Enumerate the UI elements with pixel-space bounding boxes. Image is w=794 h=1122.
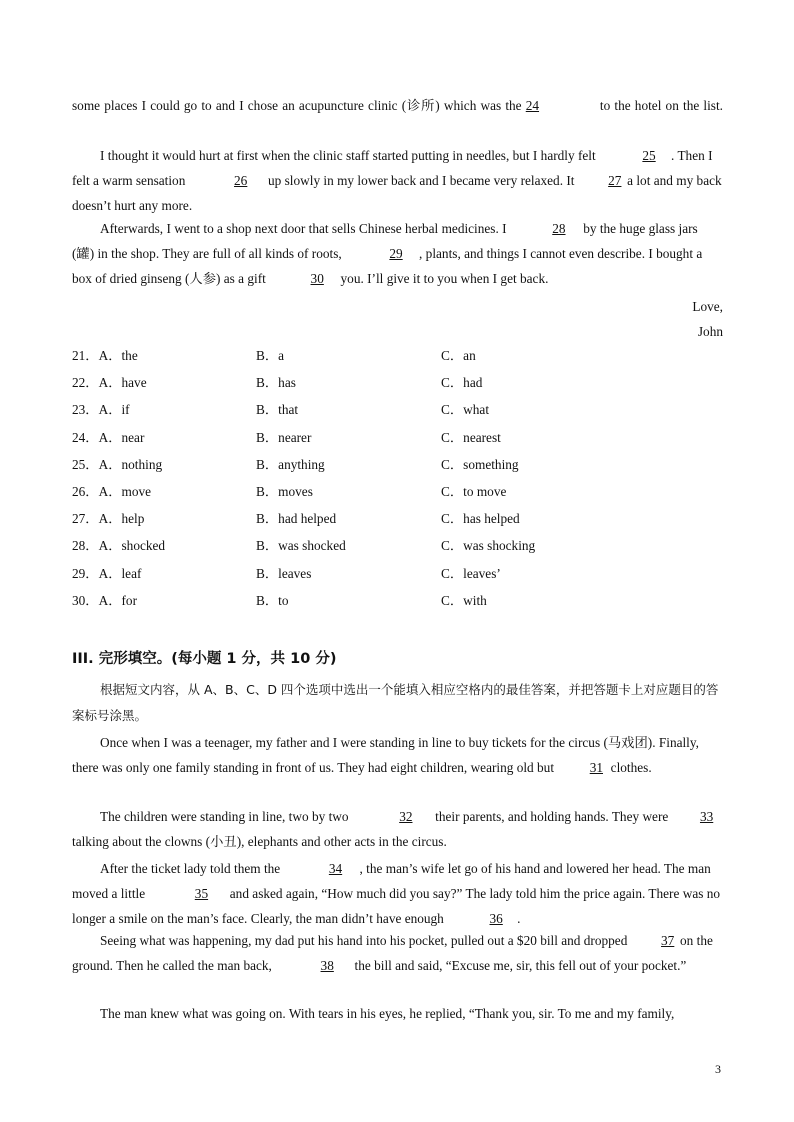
text-run: , the man’s wife let go of his hand and lowered her head. The man moved a little bbox=[72, 861, 711, 901]
option-row bbox=[72, 509, 723, 529]
text-run: . bbox=[517, 911, 521, 926]
blank-38[interactable]: 38 bbox=[320, 958, 334, 973]
option-b[interactable]: B．has bbox=[256, 375, 296, 391]
option-row bbox=[72, 428, 723, 448]
letter-paragraph-3 bbox=[72, 216, 723, 291]
blank-31[interactable]: 31 bbox=[589, 760, 603, 775]
option-row bbox=[72, 482, 723, 502]
letter-paragraph-1 bbox=[72, 93, 723, 118]
blank-25[interactable]: 25 bbox=[642, 148, 656, 163]
blank-32[interactable]: 32 bbox=[399, 809, 413, 824]
option-b[interactable]: B．that bbox=[256, 402, 299, 418]
text-run: Once when I was a teenager, my father and I were standing in line to buy tickets for the circus (马戏团). Finally, there was only one family standing in front of us. They had eight children, wearing old but bbox=[72, 735, 699, 775]
option-b[interactable]: B．to bbox=[256, 592, 289, 608]
option-c[interactable]: C．nearest bbox=[441, 429, 501, 445]
option-a[interactable]: 22．A．have bbox=[72, 375, 147, 391]
option-row bbox=[72, 591, 723, 611]
text-run: After the ticket lady told them the bbox=[100, 861, 284, 876]
page-number: 3 bbox=[715, 1062, 721, 1076]
blank-36[interactable]: 36 bbox=[489, 911, 503, 926]
option-b[interactable]: B．had helped bbox=[256, 511, 337, 527]
passage-paragraph-5: The man knew what was going on. With tears in his eyes, he replied, “Thank you, sir. To me and my family, bbox=[100, 1006, 675, 1021]
section-title: III. 完形填空。(每小题 1 分，共 10 分) bbox=[72, 651, 337, 667]
text-run: Afterwards, I went to a shop next door that sells Chinese herbal medicines. I bbox=[100, 221, 510, 236]
blank-24[interactable]: 24 bbox=[525, 98, 540, 113]
option-b[interactable]: B．was shocked bbox=[256, 538, 346, 554]
option-a[interactable]: 28．A．shocked bbox=[72, 538, 166, 554]
text-run: you. I’ll give it to you when I get back. bbox=[337, 271, 549, 286]
option-c[interactable]: C．an bbox=[441, 348, 476, 363]
blank-30[interactable]: 30 bbox=[310, 271, 324, 286]
option-row bbox=[72, 564, 723, 584]
option-a[interactable]: 21．A．the bbox=[72, 348, 138, 363]
option-row bbox=[72, 455, 723, 475]
passage-paragraph-4 bbox=[72, 928, 723, 978]
text-run: and asked again, “How much did you say?” The lady told him the price again. There was no longer a smile on the man’s face. Clearly, the man didn’t have enough bbox=[72, 886, 721, 926]
text-run: to the hotel on the list. bbox=[595, 98, 723, 113]
option-a[interactable]: 24．A．near bbox=[72, 429, 145, 445]
blank-33[interactable]: 33 bbox=[699, 809, 714, 824]
option-row bbox=[72, 536, 723, 556]
option-a[interactable]: 27．A．help bbox=[72, 511, 145, 527]
option-row bbox=[72, 400, 723, 420]
text-run: some places I could go to and I chose an acupuncture clinic (诊所) which was the bbox=[72, 98, 526, 113]
text-run: The children were standing in line, two by two bbox=[100, 809, 352, 824]
option-row bbox=[72, 346, 723, 366]
blank-28[interactable]: 28 bbox=[552, 221, 566, 236]
text-run: their parents, and holding hands. They were bbox=[431, 809, 672, 824]
blank-37[interactable]: 37 bbox=[661, 933, 675, 948]
text-run: clothes. bbox=[607, 760, 652, 775]
option-c[interactable]: C．with bbox=[441, 592, 487, 608]
option-a[interactable]: 23．A．if bbox=[72, 402, 130, 418]
option-c[interactable]: C．had bbox=[441, 375, 483, 391]
option-c[interactable]: C．what bbox=[441, 402, 490, 418]
option-c[interactable]: C．has helped bbox=[441, 511, 520, 527]
blank-35[interactable]: 35 bbox=[194, 886, 209, 901]
option-a[interactable]: 30．A．for bbox=[72, 592, 137, 608]
text-run: Seeing what was happening, my dad put his hand into his pocket, pulled out a $20 bill and dropped bbox=[100, 933, 631, 948]
text-run: . Then I felt a warm sensation bbox=[72, 148, 713, 188]
option-b[interactable]: B．a bbox=[256, 348, 285, 363]
text-run: , plants, and things I cannot even describe. I bought a box of dried ginseng (人参) as a gift bbox=[72, 246, 703, 286]
letter-paragraph-2 bbox=[72, 143, 723, 218]
letter-closing: Love, bbox=[692, 299, 723, 314]
text-run: I thought it would hurt at first when the clinic staff started putting in needles, but I hardly felt bbox=[100, 148, 600, 163]
text-run: a lot and my back doesn’t hurt any more. bbox=[72, 173, 722, 213]
section-instruction: 根据短文内容，从 A、B、C、D 四个选项中选出一个能填入相应空格内的最佳答案，并把答题卡上对应题目的答案标号涂黑。 bbox=[72, 682, 719, 723]
option-b[interactable]: B．moves bbox=[256, 484, 313, 499]
blank-27[interactable]: 27 bbox=[608, 173, 622, 188]
option-c[interactable]: C．to move bbox=[441, 484, 507, 499]
passage-paragraph-3 bbox=[72, 856, 723, 931]
blank-29[interactable]: 29 bbox=[389, 246, 403, 261]
option-b[interactable]: B．leaves bbox=[256, 565, 312, 581]
blank-26[interactable]: 26 bbox=[234, 173, 248, 188]
text-run: on the ground. Then he called the man back, bbox=[72, 933, 713, 973]
blank-34[interactable]: 34 bbox=[328, 861, 343, 876]
option-c[interactable]: C．something bbox=[441, 456, 519, 472]
option-b[interactable]: B．anything bbox=[256, 456, 325, 472]
passage-paragraph-2 bbox=[72, 804, 723, 854]
passage-paragraph-1 bbox=[72, 730, 723, 780]
letter-signature: John bbox=[697, 324, 723, 339]
option-c[interactable]: C．was shocking bbox=[441, 538, 536, 554]
option-a[interactable]: 25．A．nothing bbox=[72, 456, 163, 472]
option-c[interactable]: C．leaves’ bbox=[441, 565, 501, 581]
text-run: up slowly in my lower back and I became very relaxed. It bbox=[264, 173, 578, 188]
option-row bbox=[72, 373, 723, 393]
text-run: the bill and said, “Excuse me, sir, this fell out of your pocket.” bbox=[351, 958, 687, 973]
option-b[interactable]: B．nearer bbox=[256, 429, 312, 445]
text-run: talking about the clowns (小丑), elephants and other acts in the circus. bbox=[72, 834, 447, 849]
option-a[interactable]: 29．A．leaf bbox=[72, 565, 142, 581]
text-run: by the huge glass jars (罐) in the shop. They are full of all kinds of roots, bbox=[72, 221, 698, 261]
option-a[interactable]: 26．A．move bbox=[72, 484, 152, 499]
